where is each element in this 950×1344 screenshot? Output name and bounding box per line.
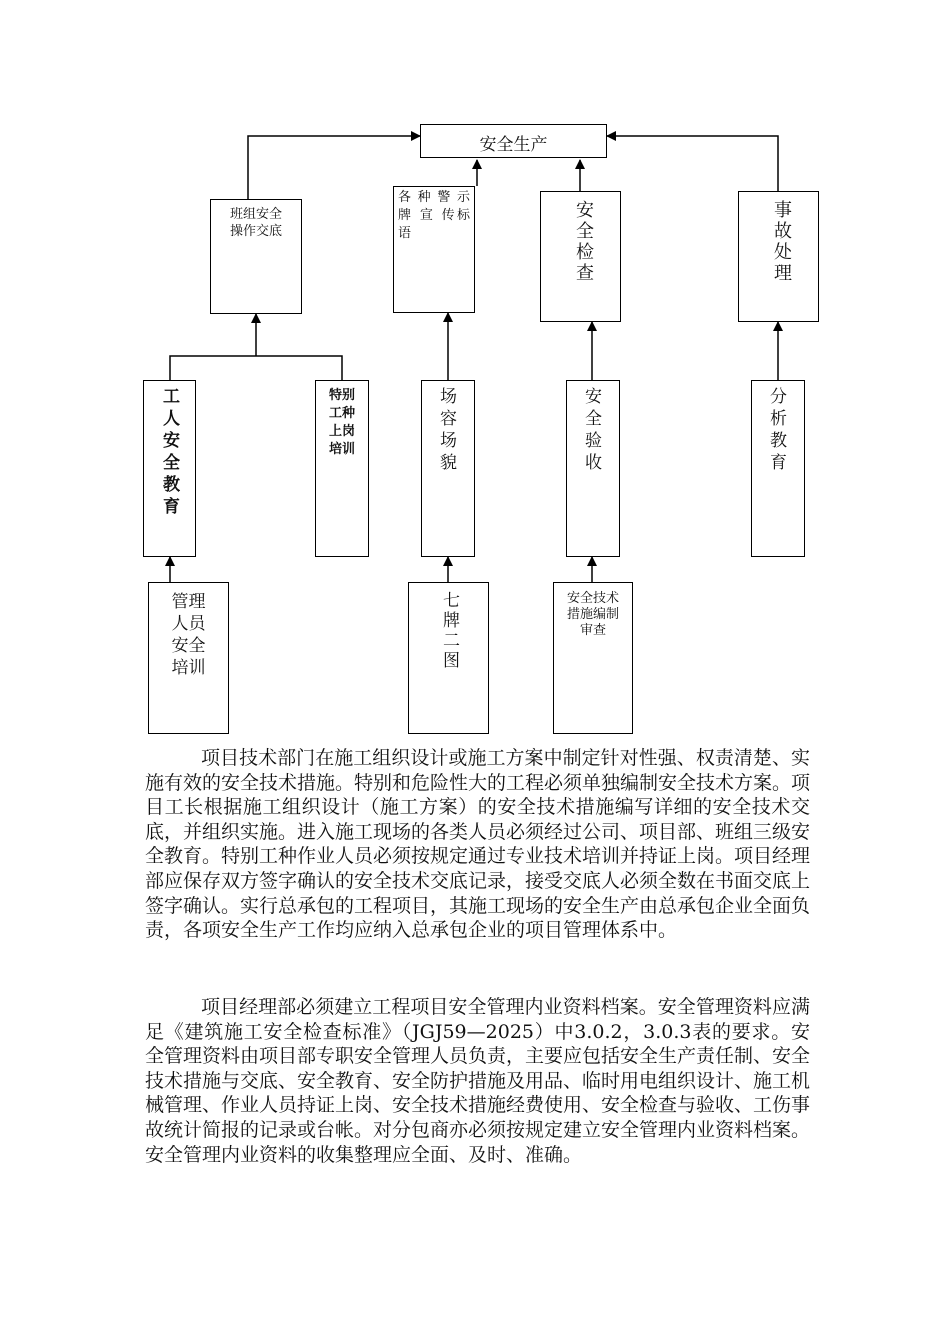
paragraph-safety-records: 项目经理部必须建立工程项目安全管理内业资料档案。安全管理资料应满足《建筑施工安全检查标准》（JGJ59—2025）中3.0.2，3.0.3表的要求。安全管理资料由项目部专职安全管理人员负责，主要应包括安全生产责任制、安全技术措施与交底、安全教育、安全防护措施及用品、临时用电组织设计、施工机械管理、作业人员持证上岗、安全技术措施经费使用、安全检查与验收、工伤事故统计简报的记录或台帐。对分包商亦必须按规定建立安全管理内业资料档案。安全管理内业资料的收集整理应全面、及时、准确。: [145, 996, 811, 1166]
node-manager-safety-training: [148, 582, 229, 734]
node-accident-handling: [738, 191, 819, 322]
node-technical-measures-review: [553, 582, 633, 734]
node-site-appearance-label: 场容场貌: [436, 387, 456, 475]
node-site-appearance: [421, 380, 475, 557]
connector-accident-to-top: [607, 136, 778, 191]
node-safety-production-label: 安全生产: [479, 135, 548, 155]
connector-worker-branch: [170, 356, 342, 380]
node-safety-acceptance-label: 安全验收: [581, 387, 601, 475]
node-safety-inspection-label: 安全检查: [573, 200, 594, 284]
node-analysis-education-label: 分析教育: [766, 387, 786, 475]
node-analysis-education: [751, 380, 805, 557]
node-special-trade-training-label: 特别工种上岗培训: [328, 388, 355, 457]
node-warning-signs: [393, 186, 475, 313]
node-seven-boards-two-maps: [408, 582, 489, 734]
node-accident-handling-label: 事故处理: [771, 200, 792, 284]
node-worker-safety-education: [143, 380, 196, 557]
node-safety-acceptance: [566, 380, 620, 557]
node-safety-inspection: [540, 191, 621, 322]
node-technical-measures-review-label: 安全技术措施编制审查: [566, 591, 619, 638]
node-manager-safety-training-label: 管理人员安全培训: [171, 592, 206, 678]
paragraph-technical-measures: 项目技术部门在施工组织设计或施工方案中制定针对性强、权责清楚、实施有效的安全技术措施。特别和危险性大的工程必须单独编制安全技术方案。项目工长根据施工组织设计（施工方案）的安全技术措施编写详细的安全技术交底，并组织实施。进入施工现场的各类人员必须经过公司、项目部、班组三级安全教育。特别工种作业人员必须按规定通过专业技术培训并持证上岗。项目经理部应保存双方签字确认的安全技术交底记录，接受交底人必须全数在书面交底上签字确认。实行总承包的工程项目，其施工现场的安全生产由总承包企业全面负责，各项安全生产工作均应纳入总承包企业的项目管理体系中。: [145, 747, 811, 942]
node-seven-boards-two-maps-label: 七牌二图: [439, 591, 459, 671]
node-warning-signs-label: 各 种 警 示 牌 宣 传标语: [398, 190, 470, 241]
node-team-operation-briefing: [210, 199, 302, 314]
node-special-trade-training: [315, 380, 369, 557]
node-safety-production: [420, 124, 607, 158]
node-team-operation-briefing-label: 班组安全操作交底: [229, 207, 282, 239]
node-worker-safety-education-label: 工人安全教育: [159, 387, 179, 519]
